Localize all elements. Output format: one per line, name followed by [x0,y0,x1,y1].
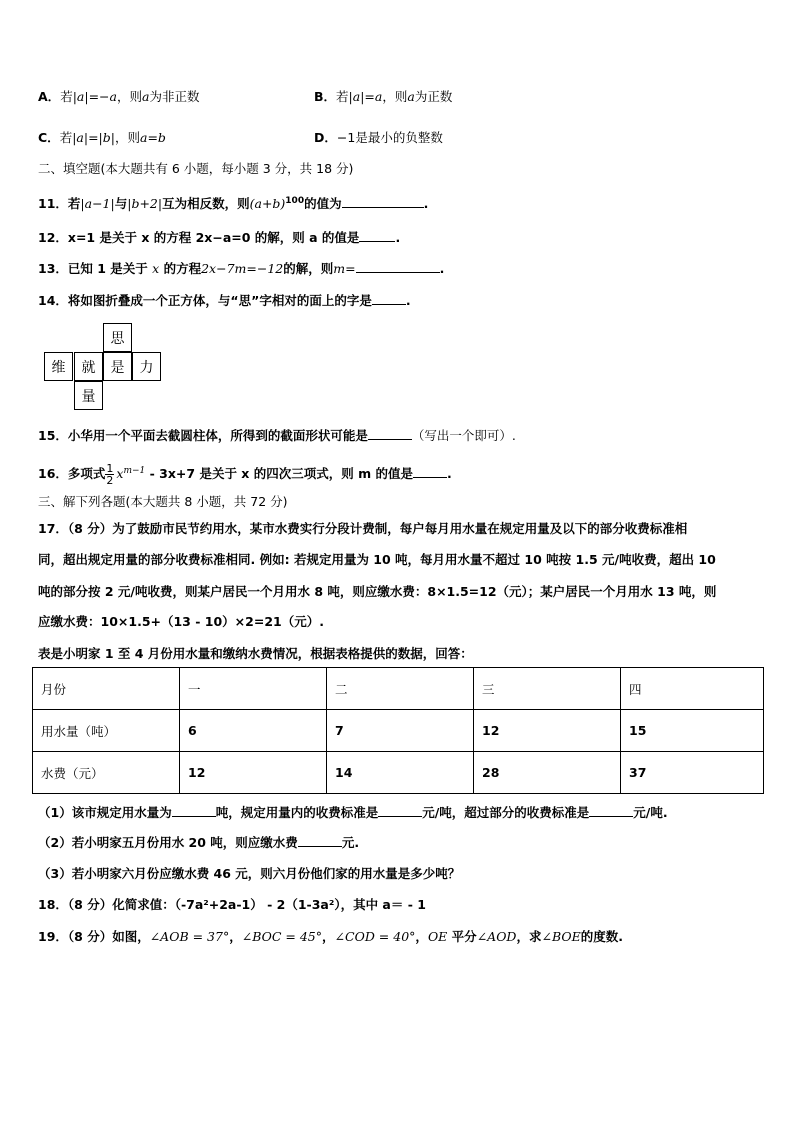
table-intro: 表是小明家 1 至 4 月份用水量和缴纳水费情况，根据表格提供的数据，回答： [38,646,473,661]
question-18: 18．（8 分）化简求值：（-7a²+2a-1） - 2（1-3a²），其中 a＝ - 1 [38,897,426,912]
net-face-top: 思 [103,323,132,352]
option-text: −1是最小的负整数 [336,130,443,145]
math-expression: |a|=−a [72,89,117,104]
question-text: 吨，规定用量内的收费标准是 [215,805,379,820]
option-label: C． [38,130,60,145]
table-header-cell: 月份 [33,668,180,710]
question-17-line: 同，超出规定用量的部分收费标准相同. 例如: 若规定用量为 10 吨，每月用水量不超过 10 吨按 1.5 元/吨收费，超出 10 [38,552,716,567]
question-17-part-3: （3）若小明家六月份应缴水费 46 元，则六月份他们家的用水量是多少吨？ [38,866,461,881]
option-d [314,130,443,146]
question-text: 元. [341,835,360,850]
math-variable: x [152,261,160,276]
question-text: 19．（8 分）如图， [38,929,150,944]
question-17-part-2 [38,834,359,851]
question-text: . [423,196,429,212]
net-face: 维 [44,352,73,381]
question-text: 13．已知 1 是关于 [38,261,148,276]
option-label: B． [314,89,337,104]
water-usage-table [32,667,764,794]
math-expression: |a|=|b| [72,130,115,145]
table-header-cell: 四 [621,668,764,710]
table-cell: 37 [621,752,764,794]
question-19: 19．（8 分）如图，∠AOB = 37°，∠BOC = 45°，∠COD = 40°，OE 平分∠AOD，求∠BOE的度数. [38,929,623,944]
section-heading: 三、解下列各题(本大题共 8 小题，共 72 分) [38,494,288,509]
question-11 [38,193,428,212]
table-row-label: 用水量（吨） [33,710,180,752]
option-b [314,89,452,105]
question-15 [38,427,516,444]
question-text: 的方程 [163,261,202,276]
math-variable: OE [427,929,448,944]
option-label: D． [314,130,337,145]
option-text: ，则 [114,130,140,145]
table-cell: 12 [474,710,621,752]
question-text: . [395,230,401,245]
table-cell: 14 [327,752,474,794]
math-expression: ∠BOC = 45° [241,929,323,944]
exponent: 100 [285,196,305,206]
option-text: ，则 [116,89,142,104]
question-text: （2）若小明家五月份用水 20 吨，则应缴水费 [38,835,298,850]
table-cell: 7 [327,710,474,752]
option-text: 为非正数 [149,89,200,104]
option-label: A． [38,89,61,104]
table-header-cell: 二 [327,668,474,710]
question-text: 14．将如图折叠成一个正方体，与“思”字相对的面上的字是 [38,293,372,308]
math-variable: a [142,89,150,104]
answer-blank[interactable] [413,465,447,478]
option-text: 为正数 [414,89,453,104]
math-expression: (a+b) [249,196,286,212]
math-expression: |a|=a [348,89,383,104]
math-expression: |a−1| [80,196,115,212]
table-row [33,752,764,794]
question-text: 15．小华用一个平面去截圆柱体，所得到的截面形状可能是 [38,428,368,443]
option-text: ，则 [382,89,408,104]
question-text: ，求 [516,929,542,944]
option-a [38,89,199,105]
answer-blank[interactable] [342,195,424,208]
table-row [33,710,764,752]
question-text: - 3x+7 是关于 x 的四次三项式，则 m 的值是 [145,466,413,482]
answer-blank[interactable] [298,834,342,847]
question-text: 的解，则 [283,261,334,276]
math-variable: a [407,89,415,104]
fraction [105,463,114,486]
table-header-cell: 三 [474,668,621,710]
math-expression: a=b [140,130,166,145]
net-face: 是 [103,352,132,381]
question-text: 11．若 [38,196,81,212]
net-face-bottom: 量 [74,381,103,410]
question-text: （1）该市规定用水量为 [38,805,172,820]
question-text: 与 [114,196,128,212]
math-expression: ∠COD = 40° [334,929,416,944]
answer-blank[interactable] [589,804,633,817]
question-16 [38,458,452,487]
section-heading: 二、填空题(本大题共有 6 小题，每小题 3 分，共 18 分) [38,161,354,176]
question-14 [38,292,411,309]
table-cell: 28 [474,752,621,794]
question-17-line: 17．（8 分）为了鼓励市民节约用水，某市水费实行分段计费制，每户每月用水量在规定用量及以下的部分收费标准相 [38,521,688,536]
question-17-part-1 [38,804,668,821]
question-text: 的值为 [304,196,342,212]
math-expression: |b+2| [127,196,163,212]
question-text: . [446,466,452,482]
table-header-cell: 一 [180,668,327,710]
option-text: 若 [60,89,73,104]
question-text: 12．x=1 是关于 x 的方程 2x−a=0 的解，则 a 的值是 [38,230,360,245]
answer-blank[interactable] [172,804,216,817]
table-cell: 12 [180,752,327,794]
net-face: 就 [74,352,103,381]
question-17-line: 吨的部分按 2 元/吨收费，则某户居民一个月用水 8 吨，则应缴水费：8×1.5=12（元）；某户居民一个月用水 13 吨，则 [38,584,717,599]
math-expression: ∠AOD [476,929,517,944]
question-13 [38,260,444,277]
question-17-line: 应缴水费：10×1.5+（13 - 10）×2=21（元）. [38,614,324,629]
answer-blank[interactable] [378,804,422,817]
answer-blank[interactable] [372,292,406,305]
fraction-denominator: 2 [106,474,114,488]
math-expression: 2x−7m=−12 [201,261,284,276]
question-text: . [439,261,445,276]
answer-blank[interactable] [356,260,440,273]
fraction-numerator: 1 [106,462,114,476]
question-text: 的度数. [580,929,623,944]
question-text: 互为相反数，则 [162,196,250,212]
question-text: 平分 [451,929,477,944]
answer-blank[interactable] [359,229,395,242]
exponent: m−1 [123,466,146,476]
answer-blank[interactable] [368,427,412,440]
question-text: 元/吨. [633,805,668,820]
question-text: . [405,293,411,308]
option-text: 若 [336,89,349,104]
table-row-label: 水费（元） [33,752,180,794]
question-text: （写出一个即可）. [411,428,516,443]
table-header-row [33,668,764,710]
math-expression: ∠AOB = 37° [149,929,230,944]
question-12 [38,229,400,246]
table-cell: 15 [621,710,764,752]
option-c [38,130,166,146]
net-face: 力 [132,352,161,381]
math-expression: m= [333,261,356,276]
table-cell: 6 [180,710,327,752]
option-text: 若 [59,130,73,145]
question-text: 16．多项式 [38,466,106,482]
math-variable: x [116,466,124,482]
math-expression: ∠BOE [541,929,581,944]
question-text: 元/吨，超过部分的收费标准是 [422,805,590,820]
